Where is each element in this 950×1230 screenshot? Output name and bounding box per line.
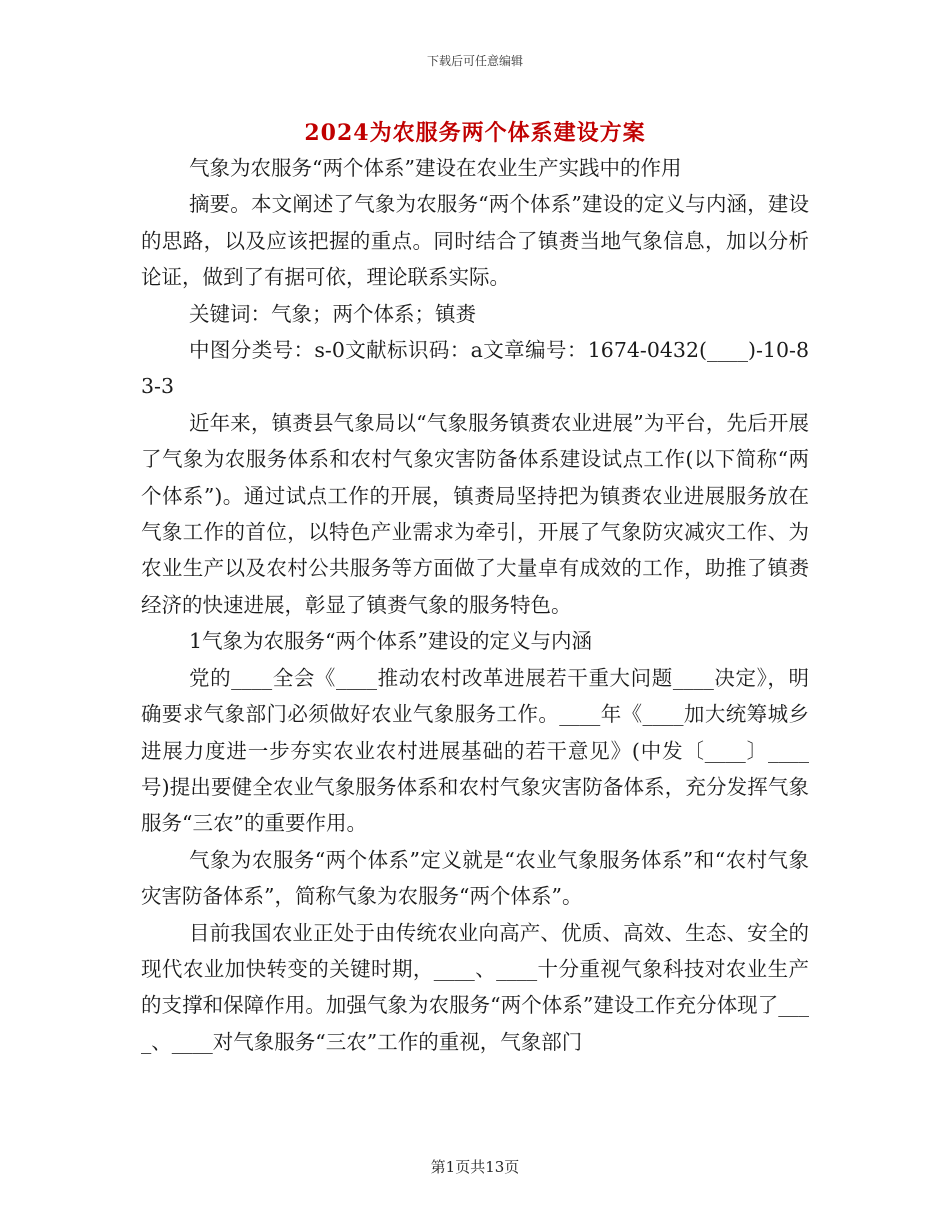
subtitle-paragraph: 气象为农服务“两个体系”建设在农业生产实践中的作用 [189, 156, 682, 180]
section-heading-1: 1气象为农服务“两个体系”建设的定义与内涵 [189, 629, 593, 654]
classification-paragraph: 中图分类号：s-0文献标识码：a文章编号：1674-0432(____)-10-83-3 [141, 338, 809, 399]
document-body [141, 150, 809, 1060]
abstract-paragraph: 摘要。本文阐述了气象为农服务“两个体系”建设的定义与内涵，建设的思路，以及应该把握的重点。同时结合了镇赉当地气象信息，加以分析论证，做到了有据可依，理论联系实际。 [141, 192, 809, 290]
keywords-paragraph: 关键词：气象；两个体系；镇赉 [189, 301, 476, 326]
intro-paragraph: 近年来，镇赉县气象局以“气象服务镇赉农业进展”为平台，先后开展了气象为农服务体系和农村气象灾害防备体系建设试点工作(以下简称“两个体系”)。通过试点工作的开展，镇赉局坚持把为镇赉农业进展服务放在气象工作的首位，以特色产业需求为牵引，开展了气象防灾减灾工作、为农业生产以及农村公共服务等方面做了大量卓有成效的工作，助推了镇赉经济的快速进展，彰显了镇赉气象的服务特色。 [141, 410, 809, 617]
page-number-footer: 第1页共13页 [430, 1158, 520, 1176]
page-header-note: 下载后可任意编辑 [426, 54, 523, 68]
body-paragraph: 目前我国农业正处于由传统农业向高产、优质、高效、生态、安全的现代农业加快转变的关键时期，____、____十分重视气象科技对农业生产的支撑和保障作用。加强气象为农服务“两个体系”建设工作充分体现了____、____对气象服务“三农”工作的重视，气象部门 [141, 920, 809, 1054]
body-paragraph: 气象为农服务“两个体系”定义就是“农业气象服务体系”和“农村气象灾害防备体系”，简称气象为农服务“两个体系”。 [141, 847, 809, 909]
document-title: 2024为农服务两个体系建设方案 [304, 120, 646, 146]
body-paragraph: 党的____全会《____推动农村改革进展若干重大问题____决定》，明确要求气象部门必须做好农业气象服务工作。____年《____加大统筹城乡进展力度进一步夯实农业农村进展基础的若干意见》(中发〔____〕____号)提出要健全农业气象服务体系和农村气象灾害防备体系，充分发挥气象服务“三农”的重要作用。 [141, 665, 809, 836]
